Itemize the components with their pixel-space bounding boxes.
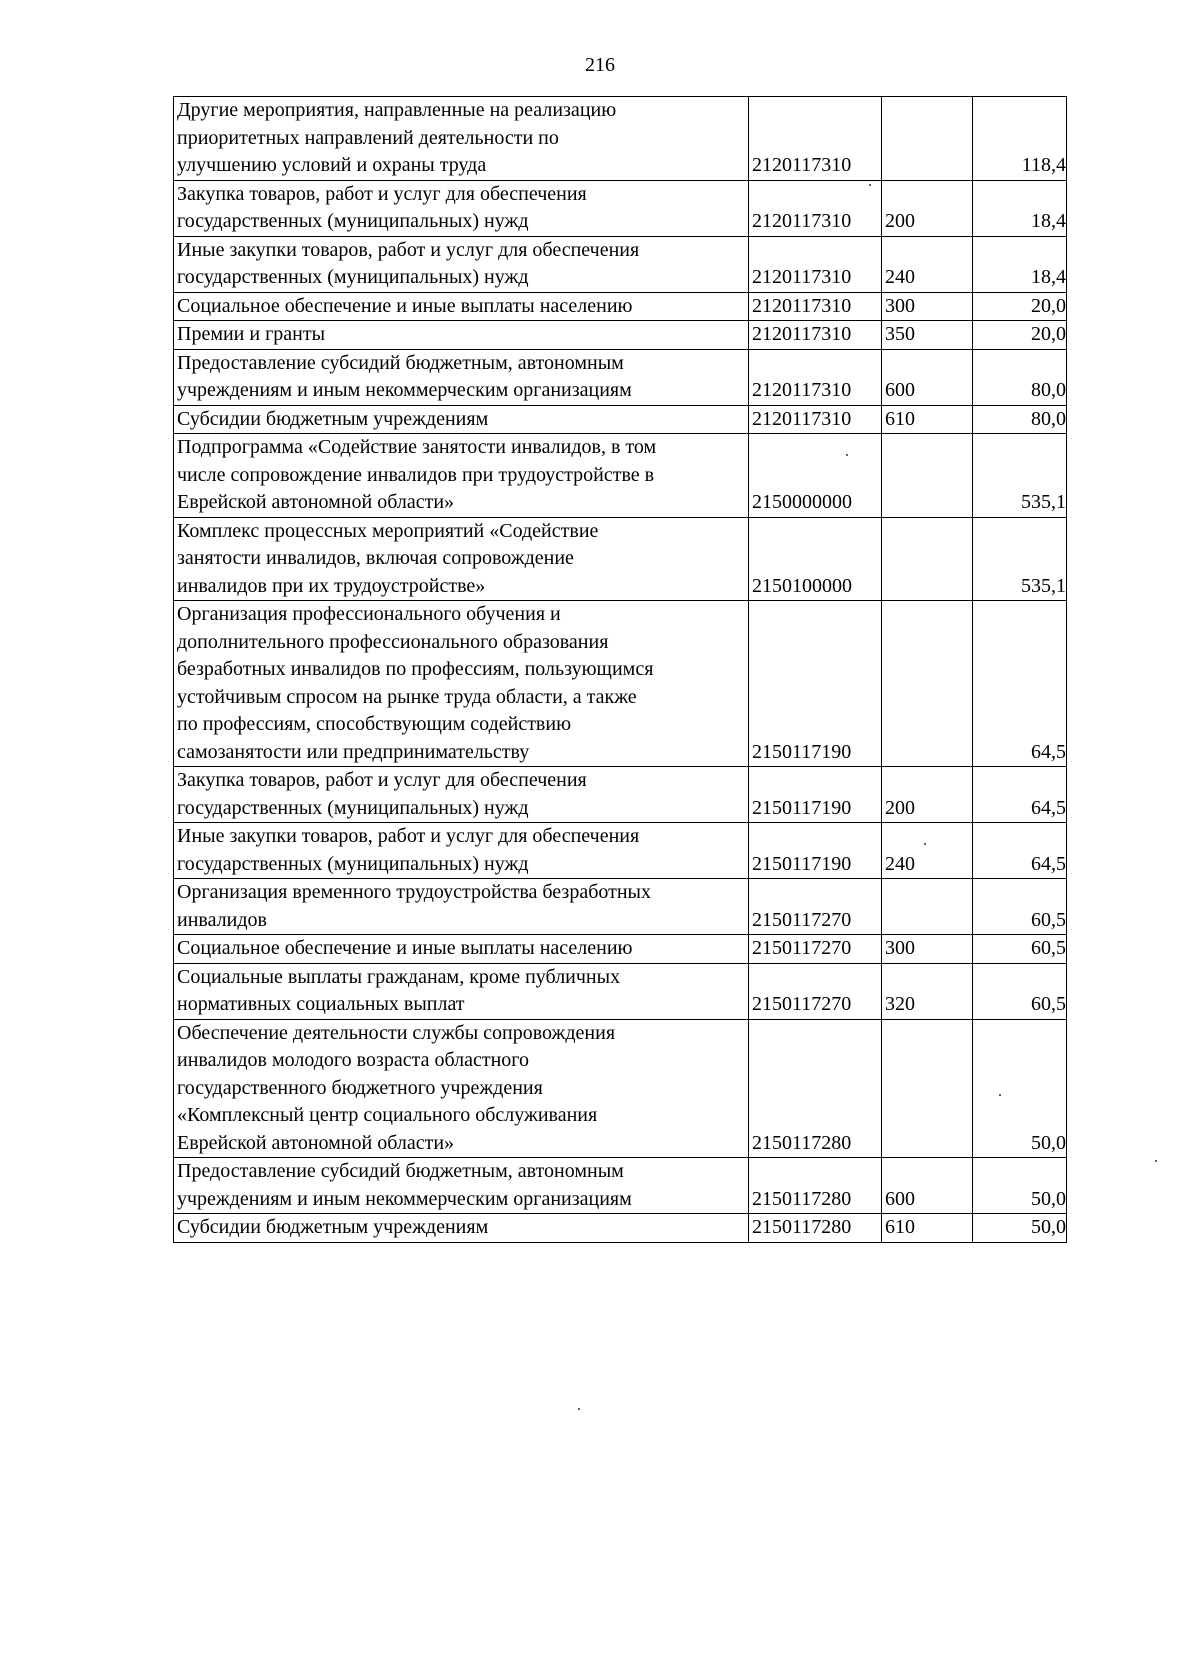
table-row [174,180,1067,236]
scan-speck [999,1094,1001,1096]
scan-speck [869,184,871,186]
budget-table [173,96,1067,1243]
table-row [174,1214,1067,1243]
cell-code: 2150117270 [749,879,882,935]
cell-sum: 60,5 [973,879,1067,935]
cell-name: Предоставление субсидий бюджетным, автономным учреждениям и иным некоммерческим организациям [174,1158,749,1214]
table-row [174,1019,1067,1158]
cell-name: Субсидии бюджетным учреждениям [174,1214,749,1243]
cell-sum: 80,0 [973,405,1067,434]
cell-code: 2150117280 [749,1019,882,1158]
cell-sum: 64,5 [973,823,1067,879]
cell-sum: 50,0 [973,1214,1067,1243]
table-row [174,823,1067,879]
cell-code: 2120117310 [749,292,882,321]
scan-speck [924,843,926,845]
cell-sum: 118,4 [973,97,1067,181]
scan-speck [578,1408,580,1410]
table-row [174,405,1067,434]
cell-name: Иные закупки товаров, работ и услуг для обеспечения государственных (муниципальных) нужд [174,823,749,879]
cell-name: Социальные выплаты гражданам, кроме публичных нормативных социальных выплат [174,963,749,1019]
cell-name: Организация временного трудоустройства безработных инвалидов [174,879,749,935]
cell-name: Закупка товаров, работ и услуг для обеспечения государственных (муниципальных) нужд [174,767,749,823]
table-row [174,767,1067,823]
scan-speck [846,454,848,456]
page-number: 216 [585,54,615,76]
cell-code: 2150100000 [749,517,882,601]
cell-type: 600 [882,349,973,405]
table-row [174,434,1067,518]
table-row [174,236,1067,292]
table-row [174,97,1067,181]
table-row [174,935,1067,964]
cell-sum: 20,0 [973,321,1067,350]
cell-name: Комплекс процессных мероприятий «Содействие занятости инвалидов, включая сопровождение инвалидов при их трудоустройстве» [174,517,749,601]
cell-name: Другие мероприятия, направленные на реализацию приоритетных направлений деятельности по улучшению условий и охраны труда [174,97,749,181]
cell-type: 300 [882,935,973,964]
cell-code: 2150117190 [749,767,882,823]
cell-name: Субсидии бюджетным учреждениям [174,405,749,434]
cell-code: 2150117190 [749,601,882,767]
table-row [174,963,1067,1019]
cell-sum: 535,1 [973,517,1067,601]
cell-type: 240 [882,823,973,879]
cell-type [882,434,973,518]
cell-code: 2120117310 [749,97,882,181]
table-row [174,292,1067,321]
cell-code: 2150000000 [749,434,882,518]
table-row [174,321,1067,350]
cell-type: 600 [882,1158,973,1214]
cell-code: 2120117310 [749,180,882,236]
cell-code: 2150117270 [749,963,882,1019]
cell-name: Социальное обеспечение и иные выплаты населению [174,935,749,964]
cell-type: 200 [882,180,973,236]
cell-name: Подпрограмма «Содействие занятости инвалидов, в том числе сопровождение инвалидов при трудоустройстве в Еврейской автономной области» [174,434,749,518]
cell-code: 2120117310 [749,236,882,292]
table-row [174,601,1067,767]
cell-code: 2150117270 [749,935,882,964]
cell-type [882,879,973,935]
cell-type: 350 [882,321,973,350]
cell-name: Иные закупки товаров, работ и услуг для обеспечения государственных (муниципальных) нужд [174,236,749,292]
cell-type [882,517,973,601]
cell-code: 2120117310 [749,405,882,434]
cell-name: Обеспечение деятельности службы сопровождения инвалидов молодого возраста областного государственного бюджетного учреждения «Комплексный центр социального обслуживания Еврейской автономной области» [174,1019,749,1158]
table-row [174,349,1067,405]
cell-sum: 18,4 [973,236,1067,292]
cell-code: 2150117280 [749,1158,882,1214]
cell-sum: 18,4 [973,180,1067,236]
cell-type: 300 [882,292,973,321]
cell-type: 610 [882,405,973,434]
cell-sum: 60,5 [973,963,1067,1019]
cell-name: Социальное обеспечение и иные выплаты населению [174,292,749,321]
cell-code: 2150117190 [749,823,882,879]
scan-speck [1155,1160,1157,1162]
cell-name: Организация профессионального обучения и дополнительного профессионального образования безработных инвалидов по профессиям, пользующимся устойчивым спросом на рынке труда области, а также по профессиям, способствующим содействию самозанятости или предпринимательству [174,601,749,767]
budget-table-body [174,97,1067,1243]
cell-type [882,601,973,767]
cell-name: Премии и гранты [174,321,749,350]
cell-type: 320 [882,963,973,1019]
cell-sum: 50,0 [973,1019,1067,1158]
cell-type [882,97,973,181]
cell-sum: 64,5 [973,767,1067,823]
cell-code: 2120117310 [749,321,882,350]
cell-type: 240 [882,236,973,292]
cell-type: 610 [882,1214,973,1243]
cell-code: 2120117310 [749,349,882,405]
cell-sum: 20,0 [973,292,1067,321]
cell-code: 2150117280 [749,1214,882,1243]
cell-type [882,1019,973,1158]
cell-sum: 60,5 [973,935,1067,964]
cell-name: Предоставление субсидий бюджетным, автономным учреждениям и иным некоммерческим организациям [174,349,749,405]
cell-sum: 64,5 [973,601,1067,767]
cell-sum: 80,0 [973,349,1067,405]
table-row [174,517,1067,601]
table-row [174,1158,1067,1214]
cell-sum: 535,1 [973,434,1067,518]
cell-sum: 50,0 [973,1158,1067,1214]
cell-name: Закупка товаров, работ и услуг для обеспечения государственных (муниципальных) нужд [174,180,749,236]
cell-type: 200 [882,767,973,823]
table-row [174,879,1067,935]
